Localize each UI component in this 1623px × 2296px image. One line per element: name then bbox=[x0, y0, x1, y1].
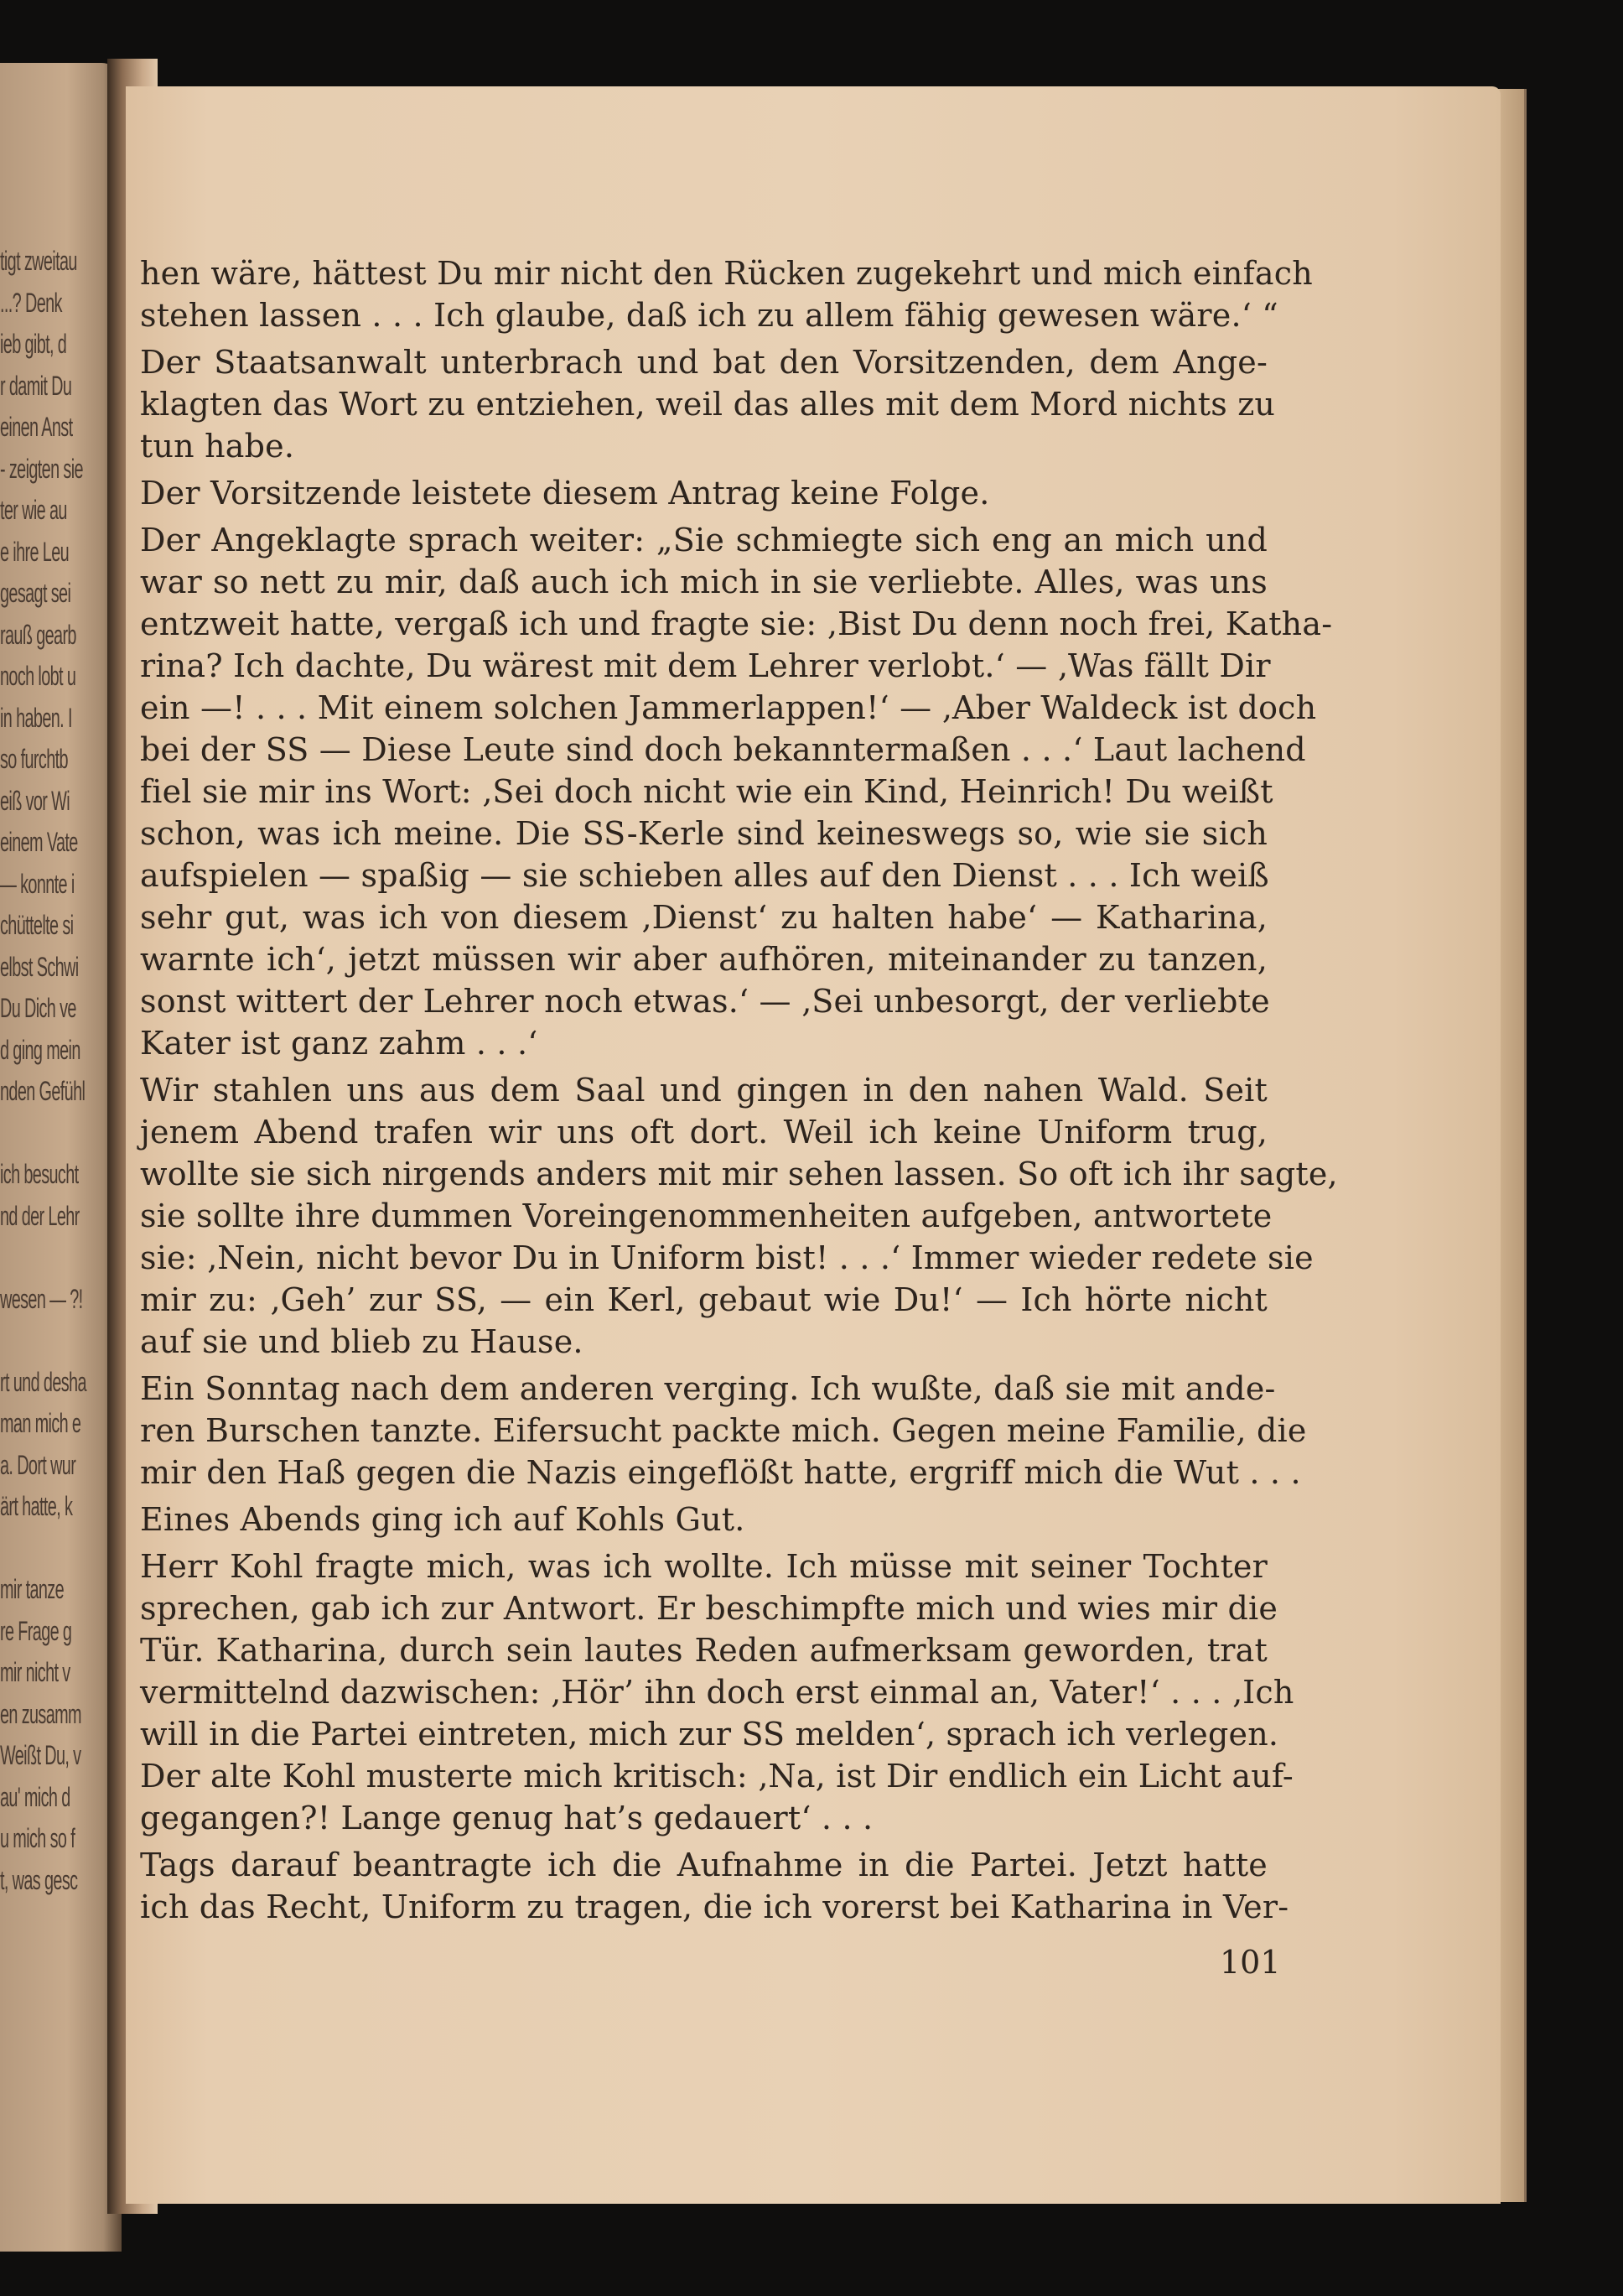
text-line: war so nett zu mir, daß auch ich mich in sie verliebte. Alles, was uns bbox=[140, 564, 1268, 600]
previous-page-line: elbst Schwi bbox=[0, 951, 79, 982]
previous-page-line: ...? Denk bbox=[0, 287, 62, 318]
previous-page-line: en zusamm bbox=[0, 1698, 81, 1729]
previous-page-line: Weißt Du, v bbox=[0, 1740, 81, 1770]
text-line: hen wäre, hättest Du mir nicht den Rücken zugekehrt und mich einfach bbox=[140, 255, 1313, 292]
previous-page-line: man mich e bbox=[0, 1408, 81, 1438]
text-line: fiel sie mir ins Wort: ‚Sei doch nicht wie ein Kind, Heinrich! Du weißt bbox=[140, 773, 1273, 810]
text-line: Der Angeklagte sprach weiter: „Sie schmiegte sich eng an mich und bbox=[140, 522, 1268, 558]
text-line: sonst wittert der Lehrer noch etwas.‘ — ‚Sei unbesorgt, der verliebte bbox=[140, 983, 1270, 1020]
text-line: entzweit hatte, vergaß ich und fragte sie: ‚Bist Du denn noch frei, Katha- bbox=[140, 605, 1333, 642]
previous-page-line: re Frage g bbox=[0, 1615, 72, 1646]
previous-page-line: rauß gearb bbox=[0, 619, 76, 650]
text-line: klagten das Wort zu entziehen, weil das alles mit dem Mord nichts zu bbox=[140, 386, 1276, 423]
text-line: auf sie und blieb zu Hause. bbox=[140, 1323, 583, 1360]
previous-page-line: ter wie au bbox=[0, 495, 67, 525]
text-line: aufspielen — spaßig — sie schieben alles auf den Dienst . . . Ich weiß bbox=[140, 857, 1269, 894]
previous-page-line: ich besucht bbox=[0, 1159, 79, 1189]
text-line: vermittelnd dazwischen: ‚Hör’ ihn doch erst einmal an, Vater!‘ . . . ‚Ich bbox=[140, 1674, 1294, 1711]
page-number: 101 bbox=[1220, 1944, 1281, 1981]
text-line: Ein Sonntag nach dem anderen verging. Ich wußte, daß sie mit ande- bbox=[140, 1370, 1276, 1407]
text-line: schon, was ich meine. Die SS-Kerle sind keineswegs so, wie sie sich bbox=[140, 815, 1268, 852]
text-line: sie sollte ihre dummen Voreingenommenheiten aufgeben, antwortete bbox=[140, 1197, 1273, 1234]
previous-page bbox=[0, 63, 122, 2252]
text-line: Kater ist ganz zahm . . .‘ bbox=[140, 1025, 538, 1062]
previous-page-line: mir tanze bbox=[0, 1574, 65, 1604]
text-line: will in die Partei eintreten, mich zur SS melden‘, sprach ich verlegen. bbox=[140, 1716, 1279, 1753]
text-line: bei der SS — Diese Leute sind doch bekanntermaßen . . .‘ Laut lachend bbox=[140, 731, 1306, 768]
body-text bbox=[140, 252, 1338, 1928]
text-line: ren Burschen tanzte. Eifersucht packte mich. Gegen meine Familie, die bbox=[140, 1412, 1307, 1449]
text-line: mir zu: ‚Geh’ zur SS, — ein Kerl, gebaut wie Du!‘ — Ich hörte nicht bbox=[140, 1281, 1268, 1318]
text-line: ich das Recht, Uniform zu tragen, die ich vorerst bei Katharina in Ver- bbox=[140, 1888, 1289, 1925]
previous-page-line: einem Vate bbox=[0, 827, 78, 857]
previous-page-line: ieb gibt, d bbox=[0, 329, 67, 359]
text-line: Tags darauf beantragte ich die Aufnahme in die Partei. Jetzt hatte bbox=[140, 1847, 1268, 1883]
previous-page-line: gesagt sei bbox=[0, 578, 71, 608]
text-line: gegangen?! Lange genug hat’s gedauert‘ . . . bbox=[140, 1800, 874, 1836]
previous-page-line: Du Dich ve bbox=[0, 993, 76, 1023]
text-line: Der Staatsanwalt unterbrach und bat den Vorsitzenden, dem Ange- bbox=[140, 344, 1268, 381]
text-line: Tür. Katharina, durch sein lautes Reden aufmerksam geworden, trat bbox=[140, 1632, 1268, 1669]
text-line: wollte sie sich nirgends anders mit mir sehen lassen. So oft ich ihr sagte, bbox=[140, 1156, 1338, 1192]
text-line: Der alte Kohl musterte mich kritisch: ‚Na, ist Dir endlich ein Licht auf- bbox=[140, 1758, 1294, 1795]
text-line: jenem Abend trafen wir uns oft dort. Weil ich keine Uniform trug, bbox=[140, 1114, 1268, 1151]
previous-page-line: au' mich d bbox=[0, 1781, 70, 1812]
previous-page-line: a. Dort wur bbox=[0, 1449, 76, 1480]
text-line: Wir stahlen uns aus dem Saal und gingen in den nahen Wald. Seit bbox=[140, 1072, 1268, 1109]
text-line: Der Vorsitzende leistete diesem Antrag keine Folge. bbox=[140, 475, 990, 512]
previous-page-text bbox=[0, 241, 122, 1901]
previous-page-line: nd der Lehr bbox=[0, 1200, 80, 1231]
previous-page-line: mir nicht v bbox=[0, 1657, 70, 1687]
text-line: Herr Kohl fragte mich, was ich wollte. Ich müsse mit seiner Tochter bbox=[140, 1548, 1268, 1585]
previous-page-line: e ihre Leu bbox=[0, 536, 70, 567]
text-line: warnte ich‘, jetzt müssen wir aber aufhören, miteinander zu tanzen, bbox=[140, 941, 1268, 978]
text-line: mir den Haß gegen die Nazis eingeflößt hatte, ergriff mich die Wut . . . bbox=[140, 1454, 1301, 1491]
previous-page-line: in haben. I bbox=[0, 702, 72, 733]
previous-page-line: chüttelte si bbox=[0, 910, 74, 940]
previous-page-line: - zeigten sie bbox=[0, 453, 83, 484]
previous-page-line: r damit Du bbox=[0, 370, 72, 401]
previous-page-line: u mich so f bbox=[0, 1823, 75, 1853]
previous-page-line: d ging mein bbox=[0, 1034, 80, 1065]
text-line: sie: ‚Nein, nicht bevor Du in Uniform bist! . . .‘ Immer wieder redete sie bbox=[140, 1239, 1314, 1276]
previous-page-line: noch lobt u bbox=[0, 661, 76, 691]
previous-page-line: nden Gefühl bbox=[0, 1076, 86, 1106]
previous-page-line: wesen — ?! bbox=[0, 1283, 83, 1314]
previous-page-line: tigt zweitau bbox=[0, 246, 77, 276]
text-line: stehen lassen . . . Ich glaube, daß ich zu allem fähig gewesen wäre.‘ “ bbox=[140, 297, 1278, 334]
previous-page-line bbox=[0, 1237, 78, 1279]
previous-page-line: so furchtb bbox=[0, 744, 68, 774]
text-line: Eines Abends ging ich auf Kohls Gut. bbox=[140, 1501, 745, 1538]
previous-page-line: t, was gesc bbox=[0, 1864, 78, 1895]
previous-page-line bbox=[0, 1528, 78, 1570]
text-line: ein —! . . . Mit einem solchen Jammerlappen!‘ — ‚Aber Waldeck ist doch bbox=[140, 689, 1317, 726]
text-line: tun habe. bbox=[140, 428, 295, 465]
previous-page-line bbox=[0, 1320, 78, 1362]
text-line: rina? Ich dachte, Du wärest mit dem Lehrer verlobt.‘ — ‚Was fällt Dir bbox=[140, 647, 1271, 684]
previous-page-line: rt und desha bbox=[0, 1366, 86, 1397]
previous-page-line: eiß vor Wi bbox=[0, 785, 70, 816]
previous-page-line: ärt hatte, k bbox=[0, 1491, 73, 1521]
previous-page-line bbox=[0, 1113, 78, 1155]
text-line: sehr gut, was ich von diesem ‚Dienst‘ zu halten habe‘ — Katharina, bbox=[140, 899, 1268, 936]
previous-page-line: — konnte i bbox=[0, 868, 75, 899]
previous-page-line: einen Anst bbox=[0, 412, 73, 442]
text-line: sprechen, gab ich zur Antwort. Er beschimpfte mich und wies mir die bbox=[140, 1590, 1278, 1627]
